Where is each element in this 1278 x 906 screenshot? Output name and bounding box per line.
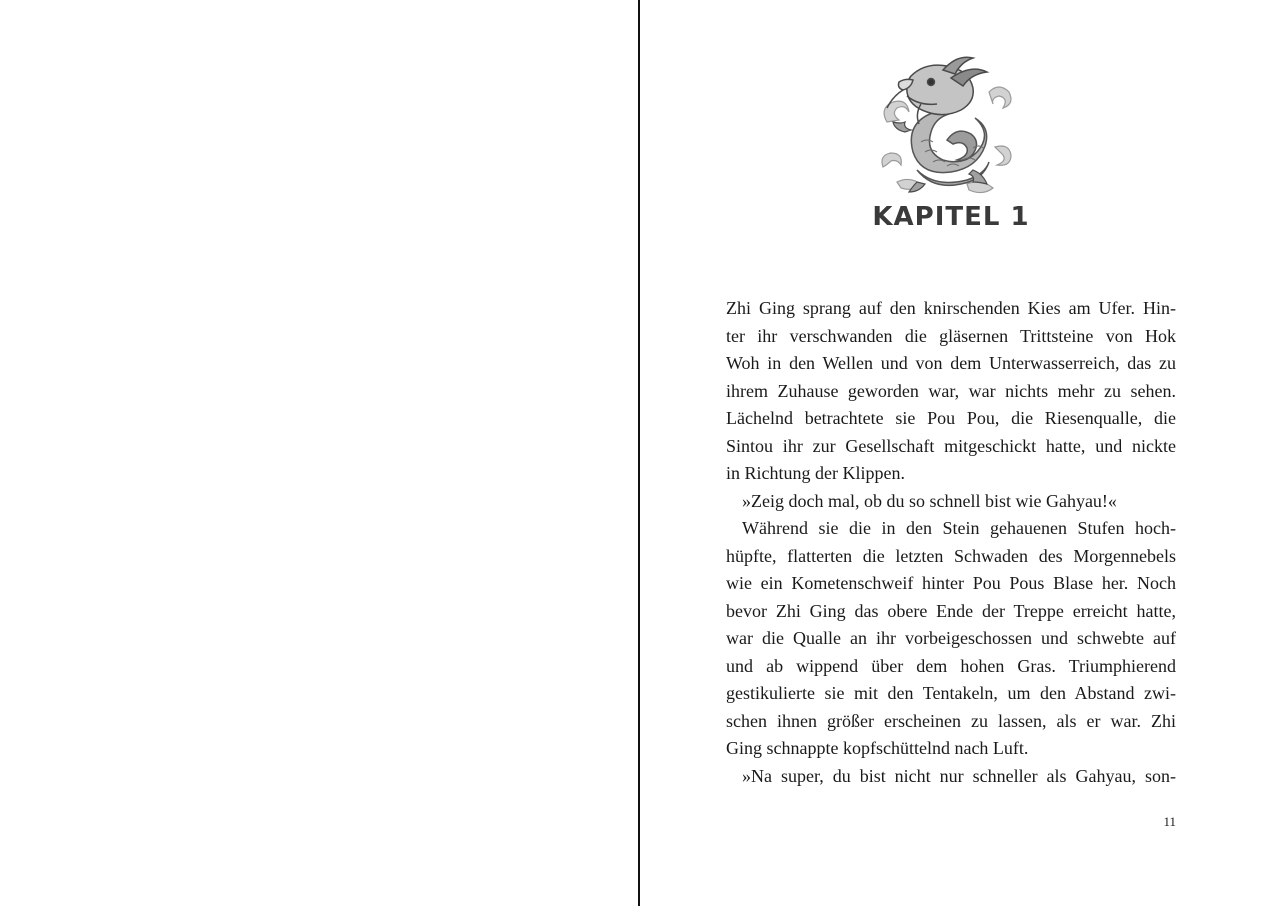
text-line: Woh in den Wellen und von dem Unterwasserreich, das zu [726, 353, 1176, 373]
text-line: Während sie die in den Stein gehauenen Stufen hoch- [742, 518, 1176, 538]
text-line: in Richtung der Klippen. [726, 463, 905, 483]
text-line: wie ein Kometenschweif hinter Pou Pous Blase her. Noch [726, 573, 1176, 593]
right-page [640, 0, 1278, 906]
text-line: schen ihnen größer erscheinen zu lassen, als er war. Zhi [726, 710, 1176, 731]
page-number: 11 [1163, 814, 1176, 829]
chapter-body-text [726, 295, 1176, 790]
text-line: war die Qualle an ihr vorbeigeschossen und schwebte auf [726, 628, 1176, 648]
left-page [0, 0, 638, 906]
chapter-title: KAPITEL 1 [872, 202, 1030, 232]
text-line: und ab wippend über dem hohen Gras. Triumphierend [726, 655, 1176, 676]
text-line: Lächelnd betrachtete sie Pou Pou, die Riesenqualle, die [726, 408, 1176, 428]
text-line: ter ihr verschwanden die gläsernen Trittsteine von Hok [726, 325, 1176, 346]
text-line: Zhi Ging sprang auf den knirschenden Kies am Ufer. Hin- [726, 298, 1176, 318]
text-line: Ging schnappte kopfschüttelnd nach Luft. [726, 738, 1029, 758]
text-line: Sintou ihr zur Gesellschaft mitgeschickt hatte, und nickte [726, 435, 1176, 456]
text-line: »Na super, du bist nicht nur schneller als Gahyau, son- [742, 765, 1176, 786]
text-line: »Zeig doch mal, ob du so schnell bist wie Gahyau!« [742, 490, 1117, 511]
dragon-icon [877, 52, 1015, 197]
text-line: hüpfte, flatterten die letzten Schwaden des Morgennebels [726, 545, 1176, 566]
text-line: gestikulierte sie mit den Tentakeln, um den Abstand zwi- [726, 683, 1176, 703]
text-line: bevor Zhi Ging das obere Ende der Treppe erreicht hatte, [726, 600, 1176, 621]
text-line: ihrem Zuhause geworden war, war nichts mehr zu sehen. [726, 380, 1176, 401]
